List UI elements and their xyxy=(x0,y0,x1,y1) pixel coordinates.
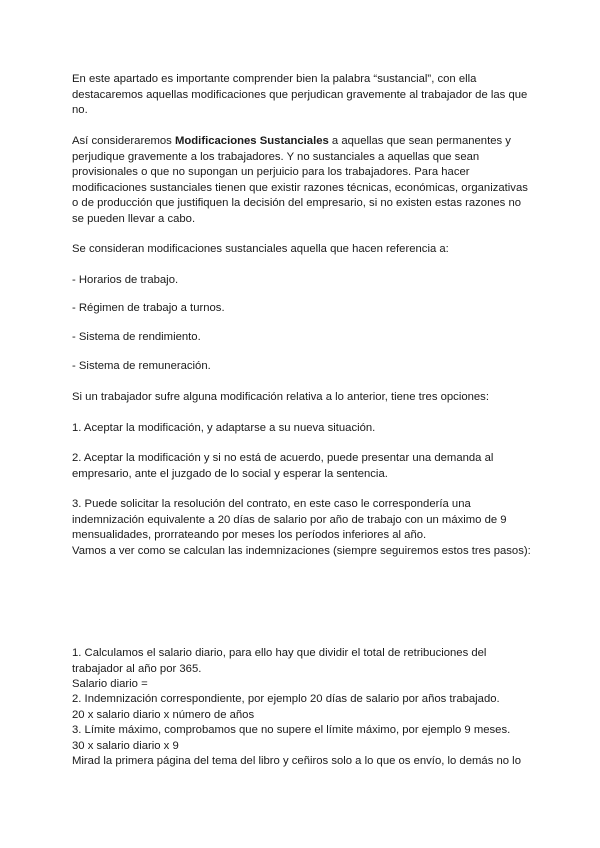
step-1: 1. Calculamos el salario diario, para ello hay que dividir el total de retribuciones del trabajador al año por 365. xyxy=(72,647,487,675)
definition-body: a aquellas que sean permanentes y perjudique gravemente a los trabajadores. Y no sustanciales a aquellas que sean provisionales o que no supongan un perjuicio para los trabajadores. Para hacer modificaciones sustanciales tienen que existir razones técnicas, económicas, organizativas o de producción que justifiquen la decisión del empresario, si no existen estas razones no se pueden llevar a cabo. xyxy=(72,135,528,225)
list-item-rendimiento: - Sistema de rendimiento. xyxy=(72,331,201,343)
consider-paragraph: Se consideran modificaciones sustanciales aquella que hacen referencia a: xyxy=(72,243,449,255)
intro-paragraph: En este apartado es importante comprender bien la palabra “sustancial”, con ella destacaremos aquellas modificaciones que perjudican gravemente al trabajador de las que no. xyxy=(72,73,528,117)
list-item-regimen: - Régimen de trabajo a turnos. xyxy=(72,302,225,314)
definition-term: Modificaciones Sustanciales xyxy=(174,135,329,147)
formula-3: 30 x salario diario x 9 xyxy=(72,740,179,752)
list-item-horarios: - Horarios de trabajo. xyxy=(72,274,179,286)
option-2: 2. Aceptar la modificación y si no está de acuerdo, puede presentar una demanda al empresario, ante el juzgado de lo social y esperar la sentencia. xyxy=(72,452,494,480)
definition-paragraph xyxy=(72,134,532,228)
option-3: 3. Puede solicitar la resolución del contrato, en este caso le correspondería una indemnización equivalente a 20 días de salario por año de trabajo con un máximo de 9 mensualidades, prorrateando por meses los períodos inferiores al año. xyxy=(72,498,507,542)
step-2: 2. Indemnización correspondiente, por ejemplo 20 días de salario por años trabajado. xyxy=(72,693,500,705)
step-3: 3. Límite máximo, comprobamos que no supere el límite máximo, por ejemplo 9 meses. xyxy=(72,724,511,736)
definition-lead: Así consideraremos xyxy=(72,135,175,147)
formula-2: 20 x salario diario x número de años xyxy=(72,709,255,721)
salary-line: Salario diario = xyxy=(72,678,148,690)
options-paragraph: Si un trabajador sufre alguna modificación relativa a lo anterior, tiene tres opciones: xyxy=(72,391,489,403)
list-item-remuneracion: - Sistema de remuneración. xyxy=(72,360,211,372)
option-1: 1. Aceptar la modificación, y adaptarse a su nueva situación. xyxy=(72,422,376,434)
calc-intro: Vamos a ver como se calculan las indemnizaciones (siempre seguiremos estos tres pasos): xyxy=(72,545,531,557)
closing-line: Mirad la primera página del tema del libro y ceñiros solo a lo que os envío, lo demás no lo xyxy=(72,755,521,767)
